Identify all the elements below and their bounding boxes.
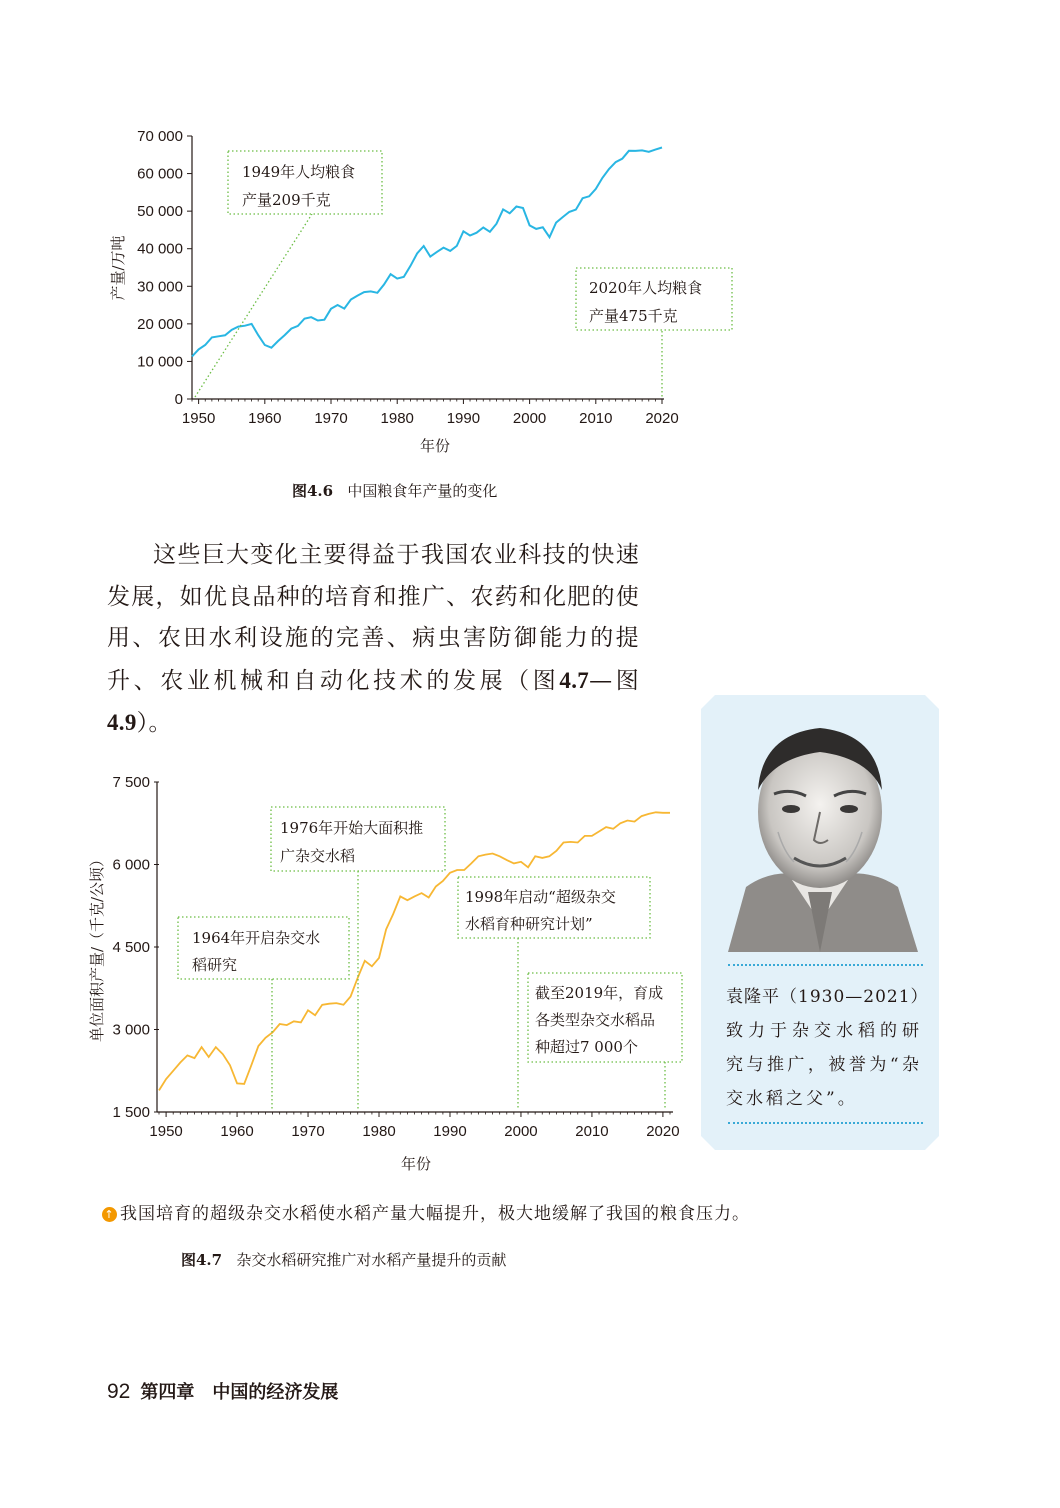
grain-output-chart [0, 0, 1060, 510]
figure-note [102, 1199, 750, 1224]
sidebar-divider-bottom [728, 1122, 923, 1124]
figure-ref: 4.9 [107, 710, 137, 735]
x-tick-label: 1980 [380, 410, 414, 427]
x-tick-label: 1950 [149, 1123, 183, 1140]
y-tick-label: 60 000 [137, 165, 183, 183]
page-number: 92 [107, 1380, 131, 1403]
chart1-x-label: 年份 [419, 437, 451, 455]
y-tick-label: 6 000 [112, 856, 150, 874]
annotation-1964-line2: 稻研究 [192, 956, 238, 974]
annotation-2020-line2: 产量475千克 [589, 307, 678, 325]
chart2-x-label: 年份 [400, 1155, 432, 1173]
page-footer [107, 1378, 338, 1404]
x-tick-label: 1960 [248, 410, 282, 427]
figure-title: 中国粮食年产量的变化 [347, 482, 498, 500]
y-tick-label: 70 000 [137, 128, 183, 145]
portrait-caption [726, 980, 929, 1116]
annotation-1949-leader [195, 214, 312, 397]
y-tick-label: 10 000 [137, 353, 183, 371]
x-tick-label: 1970 [314, 410, 348, 427]
body-text-a: 这些巨大变化主要得益于我国农业科技的快速发展，如优良品种的培育和推广、农药和化肥的使用、农田水利设施的完善、病虫害防御能力的提升、农业机械和自动化技术的发展（图 [107, 542, 639, 694]
x-tick-label: 1970 [291, 1123, 325, 1140]
annotation-2020-line1: 2020年人均粮食 [589, 279, 703, 297]
y-tick-label: 30 000 [137, 278, 183, 296]
y-tick-label: 40 000 [137, 240, 183, 258]
annotation-2019-line2: 各类型杂交水稻品 [535, 1011, 656, 1029]
annotation-1976-line1: 1976年开始大面积推 [280, 819, 424, 837]
figure-number: 图4.7 [181, 1251, 223, 1269]
annotation-2019-line1: 截至2019年，育成 [535, 984, 664, 1002]
body-paragraph [107, 535, 639, 745]
figure-ref: 4.7 [559, 667, 590, 693]
portrait-description: 致力于杂交水稻的研究与推广，被誉为“杂交水稻之父”。 [726, 1021, 922, 1109]
x-tick-label: 1960 [220, 1123, 254, 1140]
x-tick-label: 1990 [446, 410, 481, 427]
figure-number: 图4.6 [292, 482, 334, 500]
chart2-y-label: 单位面积产量/（千克/公顷） [88, 851, 106, 1043]
annotation-1949-line1: 1949年人均粮食 [242, 163, 356, 181]
annotation-1949-line2: 产量209千克 [242, 191, 331, 209]
yuan-longping-portrait [718, 712, 923, 952]
x-tick-label: 2010 [575, 1123, 609, 1140]
figure-4-6-caption [292, 480, 497, 501]
y-tick-label: 50 000 [137, 203, 183, 221]
figure-title: 杂交水稻研究推广对水稻产量提升的贡献 [236, 1251, 507, 1269]
annotation-1976-line2: 广杂交水稻 [280, 847, 356, 865]
x-tick-label: 2000 [504, 1123, 538, 1140]
body-text-b: —图 [589, 667, 639, 694]
rice-yield-chart [0, 760, 700, 1190]
figure-4-7-caption [181, 1249, 506, 1270]
x-tick-label: 2000 [512, 410, 547, 427]
y-tick-label: 20 000 [137, 315, 183, 333]
y-tick-label: 3 000 [112, 1021, 150, 1039]
annotation-1998-line2: 水稻育种研究计划” [465, 915, 593, 933]
body-text-c: ）。 [136, 710, 172, 736]
up-arrow-icon: ↑ [102, 1207, 117, 1222]
y-tick-label: 4 500 [112, 939, 150, 956]
annotation-1998-line1: 1998年启动“超级杂交 [465, 888, 616, 906]
annotation-1964-line1: 1964年开启杂交水 [192, 929, 321, 947]
chapter-title: 第四章 中国的经济发展 [140, 1382, 339, 1403]
annotation-2019-line3: 种超过7 000个 [535, 1038, 638, 1056]
x-tick-label: 2020 [645, 410, 679, 427]
y-tick-label: 7 500 [112, 774, 150, 791]
y-tick-label: 0 [174, 391, 183, 408]
y-tick-label: 1 500 [112, 1104, 150, 1121]
note-text: 我国培育的超级杂交水稻使水稻产量大幅提升，极大地缓解了我国的粮食压力。 [120, 1204, 750, 1224]
x-tick-label: 1990 [433, 1123, 467, 1140]
chart1-y-label: 产量/万吨 [109, 235, 127, 301]
x-tick-label: 1980 [362, 1123, 396, 1140]
x-tick-label: 2010 [579, 410, 613, 427]
x-tick-label: 1950 [181, 410, 216, 427]
x-tick-label: 2020 [646, 1123, 680, 1140]
portrait-name: 袁隆平（1930—2021） [726, 987, 929, 1007]
sidebar-divider-top [728, 964, 923, 966]
